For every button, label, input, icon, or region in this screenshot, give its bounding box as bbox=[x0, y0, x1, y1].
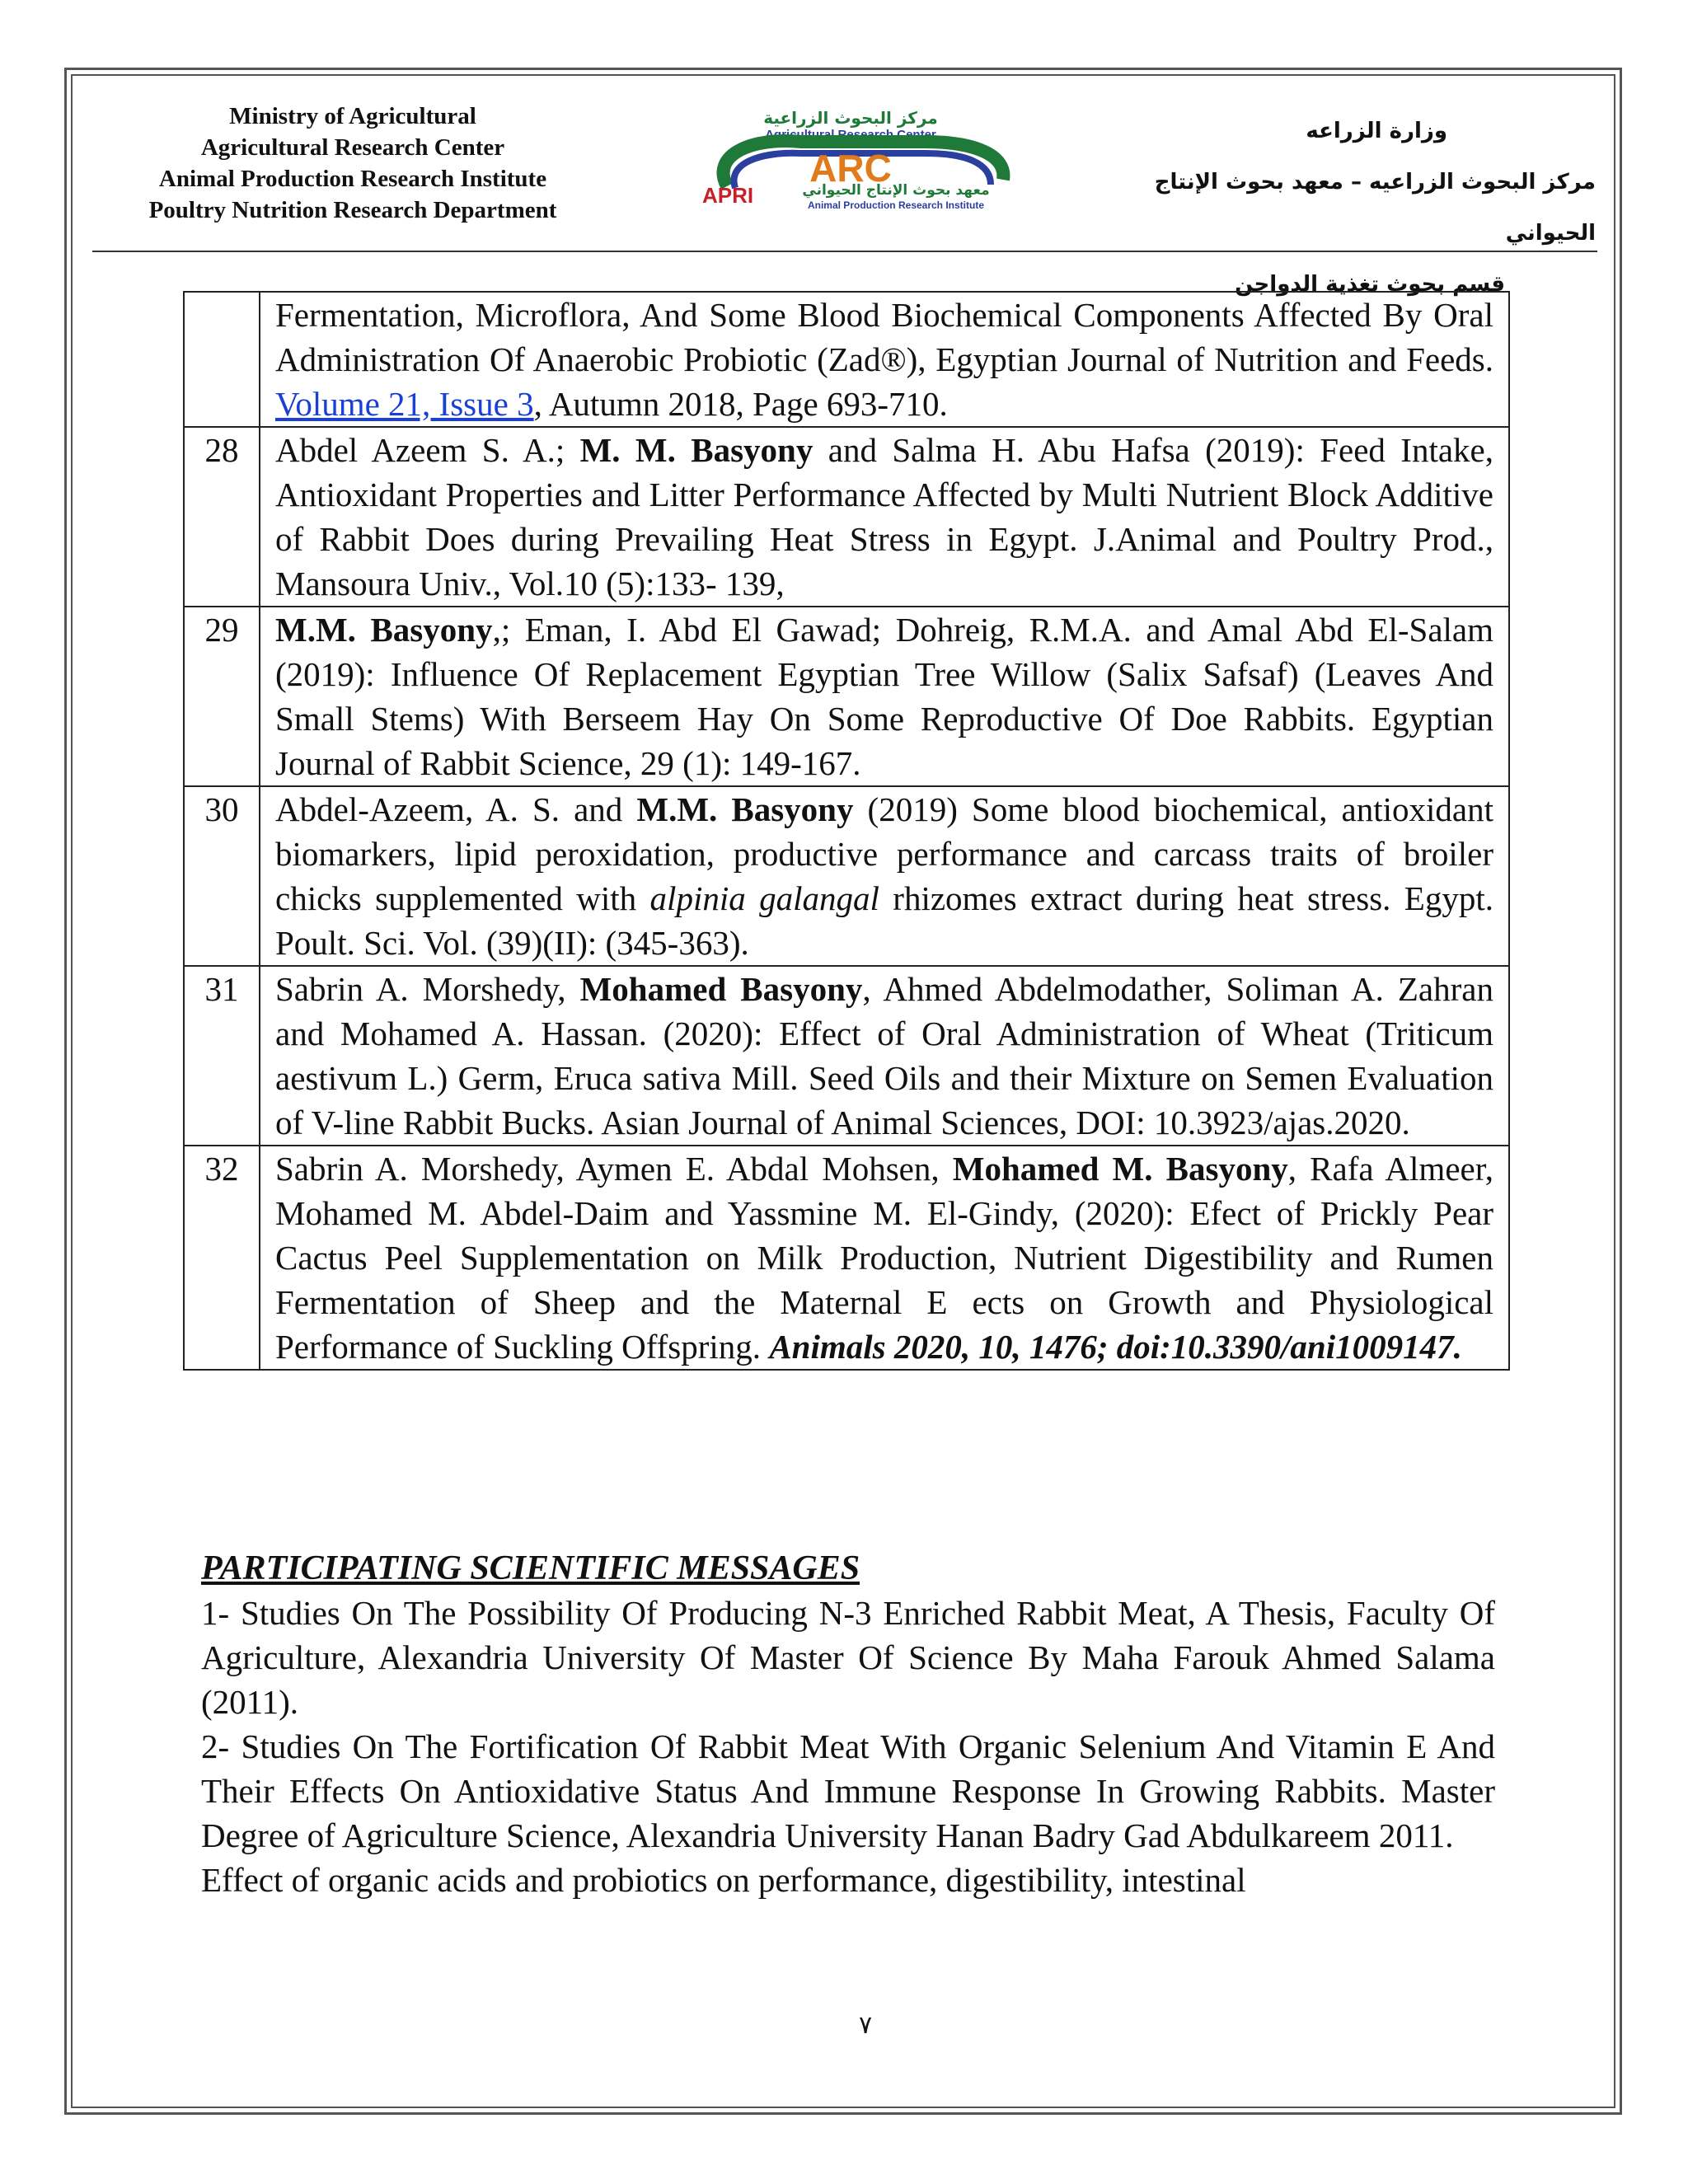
header-left-block bbox=[97, 101, 608, 226]
reference-fragment: Fermentation, Microflora, And Some Blood Biochemical Components Affected By Oral Administration Of Anaerobic Probiotic (Zad®), Egyptian Journal of Nutrition and Feeds. bbox=[275, 296, 1493, 378]
reference-number: 30 bbox=[184, 786, 260, 966]
table-row bbox=[184, 786, 1509, 966]
reference-text bbox=[260, 966, 1509, 1146]
publications-table bbox=[183, 291, 1510, 1371]
author-highlight: Mohamed Basyony bbox=[579, 970, 863, 1008]
reference-text bbox=[260, 1146, 1509, 1370]
header-ministry: Ministry of Agricultural bbox=[229, 103, 476, 129]
header-institute-arabic: مركز البحوث الزراعيه – معهد بحوث الإنتاج الحيواني bbox=[1154, 170, 1596, 246]
logo-apri: APRI bbox=[702, 183, 754, 208]
reference-fragment: , Autumn 2018, Page 693-710. bbox=[533, 385, 948, 423]
reference-number: 29 bbox=[184, 607, 260, 786]
messages-section bbox=[201, 1546, 1495, 1902]
reference-text bbox=[260, 427, 1509, 607]
reference-fragment: Abdel Azeem S. A.; bbox=[275, 431, 580, 469]
reference-fragment: Sabrin A. Morshedy, bbox=[275, 970, 580, 1008]
table-row bbox=[184, 607, 1509, 786]
messages-heading: PARTICIPATING SCIENTIFIC MESSAGES bbox=[201, 1549, 860, 1587]
header-right-block bbox=[1068, 105, 1596, 310]
logo-arc-mark: ARC bbox=[809, 147, 892, 190]
header-divider bbox=[92, 251, 1597, 252]
table-row bbox=[184, 1146, 1509, 1370]
reference-number: 32 bbox=[184, 1146, 260, 1370]
author-highlight: M. M. Basyony bbox=[579, 431, 814, 469]
reference-fragment: Sabrin A. Morshedy, Aymen E. Abdal Mohsen, bbox=[275, 1150, 953, 1188]
reference-fragment: Abdel-Azeem, A. S. and bbox=[275, 790, 637, 828]
author-highlight: Animals 2020, 10, 1476; doi:10.3390/ani1009147. bbox=[769, 1328, 1462, 1366]
header-ministry-arabic: وزارة الزراعه bbox=[1306, 119, 1447, 143]
table-row bbox=[184, 427, 1509, 607]
message-item-3: Effect of organic acids and probiotics on performance, digestibility, intestinal bbox=[201, 1861, 1246, 1899]
reference-number: 31 bbox=[184, 966, 260, 1146]
table-row bbox=[184, 292, 1509, 427]
reference-number bbox=[184, 292, 260, 427]
logo-arabic-bottom: معهد بحوث الإنتاج الحيواني bbox=[802, 182, 990, 199]
page-number: ٧ bbox=[858, 2011, 873, 2040]
author-highlight: M.M. Basyony bbox=[275, 611, 493, 649]
arc-apri-logo bbox=[678, 105, 1024, 213]
message-item-1: 1- Studies On The Possibility Of Producing N-3 Enriched Rabbit Meat, A Thesis, Faculty Of Agriculture, Alexandria University Of Master Of Science By Maha Farouk Ahmed Salama (2011). bbox=[201, 1594, 1495, 1721]
author-highlight: Mohamed M. Basyony bbox=[952, 1150, 1288, 1188]
header-research-center: Agricultural Research Center bbox=[200, 134, 505, 161]
reference-text bbox=[260, 786, 1509, 966]
journal-issue-link[interactable]: Volume 21, Issue 3 bbox=[275, 385, 534, 423]
reference-number: 28 bbox=[184, 427, 260, 607]
reference-fragment: , Rafa Almeer, Mohamed M. Abdel-Daim and Yassmine M. El-Gindy, (2020): Efect of Prickly Pear Cactus Peel Supplementation on Milk Production, Nutrient Digestibility and Rumen Fermentation of Sheep and the Maternal E ects on Growth and Physiological Performance of Suckling Offspring. bbox=[275, 1150, 1493, 1366]
reference-fragment: (2019) Some blood biochemical, antioxidant biomarkers, lipid peroxidation, productive performance and carcass traits of broiler chicks supplemented with bbox=[275, 790, 1494, 917]
reference-fragment: alpinia galangal bbox=[649, 879, 879, 917]
logo-english-top: Agricultural Research Center bbox=[765, 128, 936, 142]
reference-text bbox=[260, 607, 1509, 786]
logo-arabic-top: مركز البحوث الزراعية bbox=[763, 108, 938, 128]
reference-fragment: ,; Eman, I. Abd El Gawad; Dohreig, R.M.A. and Amal Abd El-Salam (2019): Influence Of Replacement Egyptian Tree Willow (Salix Safsaf) (Leaves And Small Stems) With Berseem Hay On Some Reproductive Of Doe Rabbits. Egyptian Journal of Rabbit Science, 29 (1): 149-167. bbox=[275, 611, 1494, 782]
author-highlight: M.M. Basyony bbox=[636, 790, 854, 828]
logo-english-bottom: Animal Production Research Institute bbox=[807, 199, 985, 211]
reference-fragment: and Salma H. Abu Hafsa (2019): Feed Intake, Antioxidant Properties and Litter Performance Affected by Multi Nutrient Block Additive of Rabbit Does during Prevailing Heat Stress in Egypt. J.Animal and Poultry Prod., Mansoura Univ., Vol.10 (5):133- 139, bbox=[275, 431, 1493, 602]
reference-fragment: rhizomes extract during heat stress. Egypt. Poult. Sci. Vol. (39)(II): (345-363). bbox=[275, 879, 1493, 962]
reference-text bbox=[260, 292, 1509, 427]
reference-fragment: , Ahmed Abdelmodather, Soliman A. Zahran and Mohamed A. Hassan. (2020): Effect of Oral Administration of Wheat (Triticum aestivum L.) Germ, Eruca sativa Mill. Seed Oils and their Mixture on Semen Evaluation of V-line Rabbit Bucks. Asian Journal of Animal Sciences, DOI: 10.3923/ajas.2020. bbox=[275, 970, 1493, 1141]
table-row bbox=[184, 966, 1509, 1146]
header-institute: Animal Production Research Institute bbox=[158, 166, 547, 192]
header-department: Poultry Nutrition Research Department bbox=[148, 197, 557, 223]
message-item-2: 2- Studies On The Fortification Of Rabbit Meat With Organic Selenium And Vitamin E And Their Effects On Antioxidative Status And Immune Response In Growing Rabbits. Master Degree of Agriculture Science, Alexandria University Hanan Badry Gad Abdulkareem 2011. bbox=[201, 1727, 1495, 1854]
header-department-arabic: قسم بحوث تغذية الدواجن bbox=[1235, 272, 1505, 297]
